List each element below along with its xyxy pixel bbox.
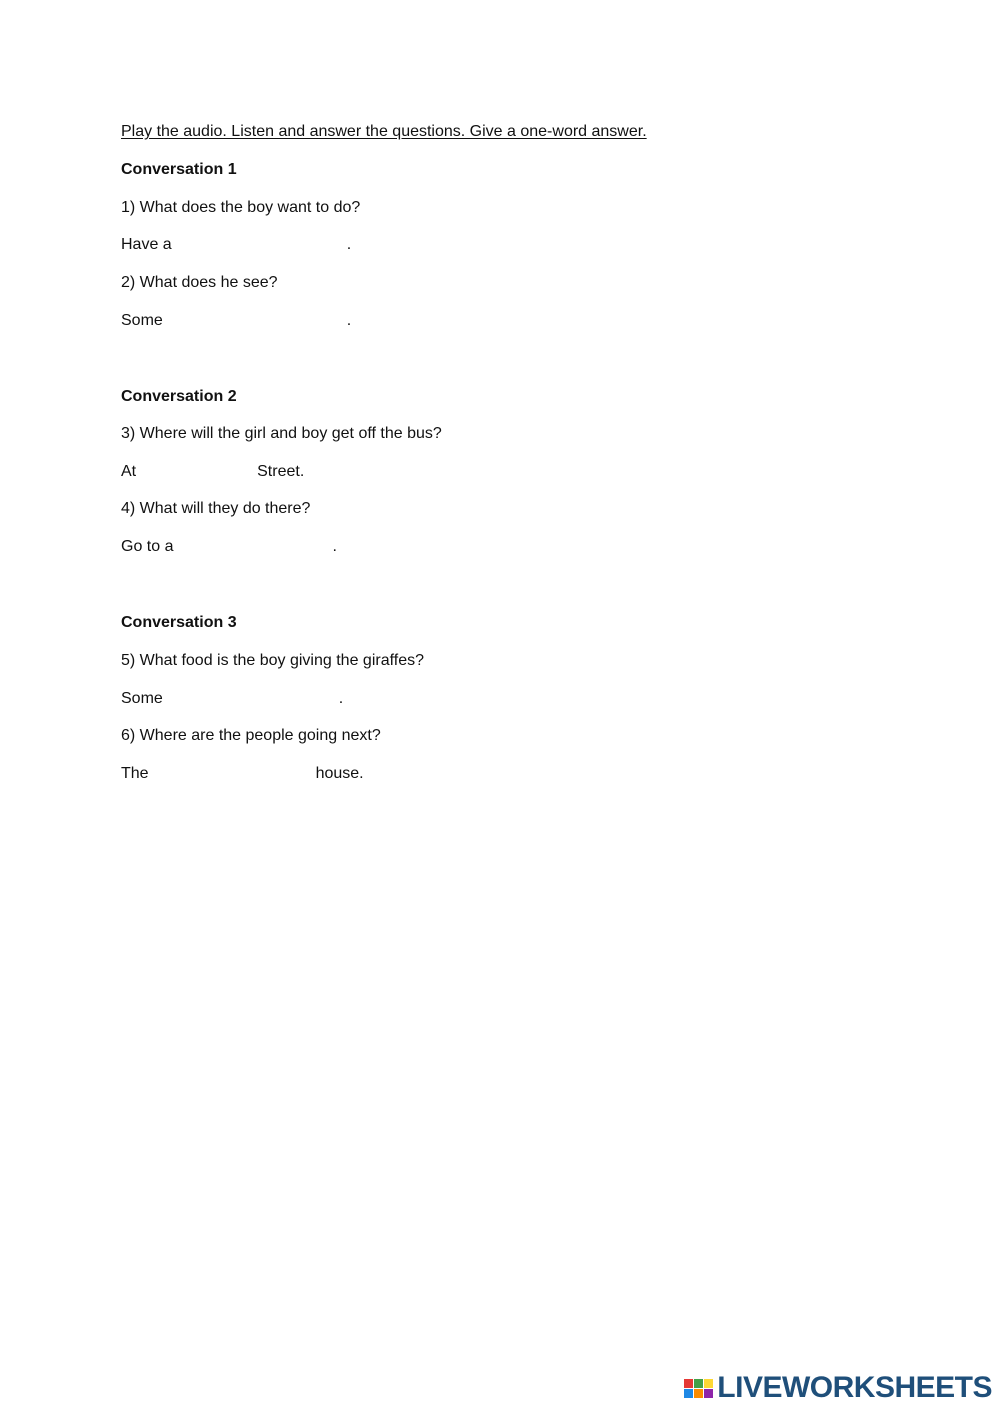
answer-2-prefix: Some bbox=[121, 312, 163, 329]
instructions: Play the audio. Listen and answer the questions. Give a one-word answer. bbox=[121, 123, 647, 140]
answer-2-suffix: . bbox=[346, 312, 352, 329]
conversation-2-heading: Conversation 2 bbox=[121, 388, 237, 405]
question-4: 4) What will they do there? bbox=[121, 500, 311, 517]
answer-3-suffix: Street. bbox=[257, 463, 305, 480]
logo-mark-square bbox=[694, 1379, 703, 1388]
logo-mark-square bbox=[684, 1389, 693, 1398]
answer-line-5 bbox=[121, 689, 343, 709]
answer-6-suffix: house. bbox=[315, 765, 364, 782]
answer-1-suffix: . bbox=[346, 236, 352, 253]
answer-4-prefix: Go to a bbox=[121, 538, 174, 555]
question-3: 3) Where will the girl and boy get off the bus? bbox=[121, 425, 442, 442]
answer-4-suffix: . bbox=[332, 538, 337, 555]
logo-mark-icon bbox=[684, 1379, 713, 1398]
logo-text: LIVEWORKSHEETS bbox=[717, 1371, 992, 1404]
liveworksheets-logo bbox=[684, 1371, 992, 1405]
logo-mark-square bbox=[704, 1379, 713, 1388]
answer-line-1 bbox=[121, 235, 351, 255]
answer-6-prefix: The bbox=[121, 765, 149, 782]
question-6: 6) Where are the people going next? bbox=[121, 727, 381, 744]
logo-mark-square bbox=[704, 1389, 713, 1398]
answer-line-4 bbox=[121, 537, 337, 557]
answer-3-prefix: At bbox=[121, 463, 137, 480]
answer-line-6 bbox=[121, 764, 364, 784]
logo-mark-square bbox=[684, 1379, 693, 1388]
answer-line-3 bbox=[121, 462, 304, 482]
answer-5-suffix: . bbox=[338, 690, 344, 707]
conversation-3-heading: Conversation 3 bbox=[121, 614, 237, 631]
question-2: 2) What does he see? bbox=[121, 274, 278, 291]
answer-5-prefix: Some bbox=[121, 690, 163, 707]
conversation-1-heading: Conversation 1 bbox=[121, 161, 237, 178]
question-1: 1) What does the boy want to do? bbox=[121, 199, 361, 216]
answer-line-2 bbox=[121, 311, 351, 331]
logo-mark-square bbox=[694, 1389, 703, 1398]
question-5: 5) What food is the boy giving the giraffes? bbox=[121, 652, 424, 669]
answer-1-prefix: Have a bbox=[121, 236, 172, 253]
